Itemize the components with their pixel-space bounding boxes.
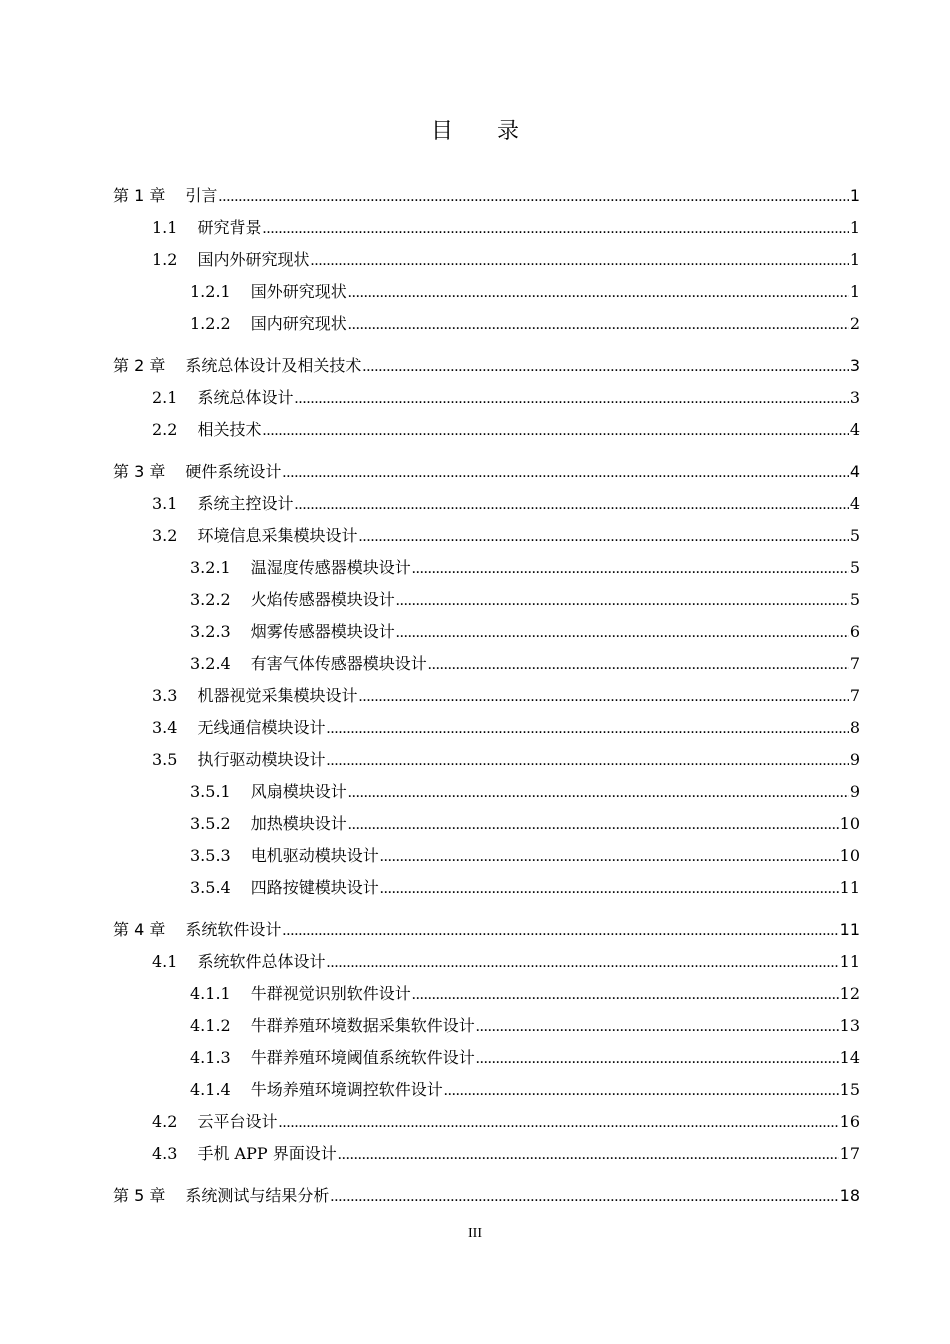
toc-dot-leader xyxy=(380,873,839,905)
toc-entry-number: 4.2 xyxy=(152,1112,178,1131)
toc-entry-page: 3 xyxy=(849,388,860,407)
toc-entry[interactable] xyxy=(113,978,860,1010)
toc-entry[interactable] xyxy=(113,1180,860,1212)
toc-entry-title: 温湿度传感器模块设计 xyxy=(250,558,411,577)
toc-entry-page: 5 xyxy=(849,590,860,609)
toc-entry-number: 第 1 章 xyxy=(113,186,166,205)
toc-entry[interactable] xyxy=(113,456,860,488)
toc-entry-title: 国内外研究现状 xyxy=(197,250,310,269)
toc-entry-page: 8 xyxy=(849,718,860,737)
page-number: III xyxy=(468,1226,482,1241)
toc-dot-leader xyxy=(326,947,838,979)
toc-entry-title: 四路按键模块设计 xyxy=(250,878,379,897)
toc-dot-leader xyxy=(282,915,838,947)
toc-entry-title: 系统软件总体设计 xyxy=(197,952,326,971)
toc-entry[interactable] xyxy=(113,276,860,308)
toc-entry-page: 1 xyxy=(849,218,860,237)
toc-entry[interactable] xyxy=(113,946,860,978)
toc-dot-leader xyxy=(396,617,849,649)
toc-entry-page: 10 xyxy=(839,846,860,865)
toc-entry-number: 3.2.4 xyxy=(190,654,231,673)
toc-dot-leader xyxy=(412,979,839,1011)
toc-entry-title: 系统软件设计 xyxy=(185,920,282,939)
toc-dot-leader xyxy=(348,309,849,341)
toc-dot-leader xyxy=(396,585,849,617)
toc-entry-title: 烟雾传感器模块设计 xyxy=(250,622,395,641)
toc-entry-page: 3 xyxy=(849,356,860,375)
toc-entry-page: 9 xyxy=(849,750,860,769)
toc-entry[interactable] xyxy=(113,1074,860,1106)
toc-entry-number: 1.1 xyxy=(152,218,178,237)
toc-entry-page: 6 xyxy=(849,622,860,641)
toc-dot-leader xyxy=(348,277,849,309)
toc-entry-title: 牛群养殖环境阈值系统软件设计 xyxy=(250,1048,475,1067)
toc-entry-page: 9 xyxy=(849,782,860,801)
toc-entry-number: 1.2.1 xyxy=(190,282,231,301)
toc-entry-number: 第 5 章 xyxy=(113,1186,166,1205)
toc-entry-number: 2.2 xyxy=(152,420,178,439)
toc-dot-leader xyxy=(262,213,848,245)
toc-entry-page: 12 xyxy=(839,984,860,1003)
toc-entry-title: 系统主控设计 xyxy=(197,494,294,513)
toc-entry-page: 11 xyxy=(839,952,860,971)
toc-entry-number: 1.2 xyxy=(152,250,178,269)
toc-entry-number: 3.2.2 xyxy=(190,590,231,609)
page-title: 目 录 xyxy=(430,119,519,144)
toc-entry-number: 3.4 xyxy=(152,718,178,737)
toc-entry[interactable] xyxy=(113,616,860,648)
toc-dot-leader xyxy=(282,457,848,489)
toc-entry-page: 1 xyxy=(849,186,860,205)
toc-entry-page: 11 xyxy=(839,878,860,897)
toc-entry-title: 机器视觉采集模块设计 xyxy=(197,686,358,705)
toc-entry-title: 环境信息采集模块设计 xyxy=(197,526,358,545)
toc-entry-page: 10 xyxy=(839,814,860,833)
toc-entry[interactable] xyxy=(113,488,860,520)
toc-entry-number: 4.1.2 xyxy=(190,1016,231,1035)
toc-entry-page: 13 xyxy=(839,1016,860,1035)
toc-entry-title: 硬件系统设计 xyxy=(185,462,282,481)
toc-entry[interactable] xyxy=(113,1042,860,1074)
toc-entry-title: 国内研究现状 xyxy=(250,314,347,333)
toc-entry-number: 2.1 xyxy=(152,388,178,407)
toc-entry-number: 4.1.4 xyxy=(190,1080,231,1099)
toc-entry-number: 4.3 xyxy=(152,1144,178,1163)
toc-dot-leader xyxy=(412,553,849,585)
toc-entry-number: 3.5 xyxy=(152,750,178,769)
table-of-contents xyxy=(113,180,860,1212)
toc-entry[interactable] xyxy=(113,680,860,712)
toc-entry-number: 4.1 xyxy=(152,952,178,971)
toc-entry-page: 11 xyxy=(839,920,860,939)
toc-dot-leader xyxy=(310,245,848,277)
toc-entry[interactable] xyxy=(113,776,860,808)
toc-entry-number: 3.5.3 xyxy=(190,846,231,865)
toc-dot-leader xyxy=(326,745,848,777)
toc-entry-page: 18 xyxy=(839,1186,860,1205)
toc-dot-leader xyxy=(358,681,848,713)
toc-entry[interactable] xyxy=(113,808,860,840)
toc-entry-title: 国外研究现状 xyxy=(250,282,347,301)
toc-entry[interactable] xyxy=(113,244,860,276)
toc-entry[interactable] xyxy=(113,648,860,680)
toc-entry-page: 4 xyxy=(849,420,860,439)
toc-dot-leader xyxy=(278,1107,838,1139)
toc-entry-page: 1 xyxy=(849,282,860,301)
toc-dot-leader xyxy=(476,1011,839,1043)
toc-entry-title: 研究背景 xyxy=(197,218,262,237)
toc-dot-leader xyxy=(362,351,848,383)
toc-entry[interactable] xyxy=(113,212,860,244)
toc-entry-number: 3.2.3 xyxy=(190,622,231,641)
toc-dot-leader xyxy=(218,181,848,213)
toc-entry-number: 第 4 章 xyxy=(113,920,166,939)
toc-entry-title: 引言 xyxy=(185,186,218,205)
toc-entry-page: 16 xyxy=(839,1112,860,1131)
toc-entry-title: 无线通信模块设计 xyxy=(197,718,326,737)
toc-entry-number: 3.5.2 xyxy=(190,814,231,833)
toc-entry[interactable] xyxy=(113,840,860,872)
toc-entry-title: 系统总体设计 xyxy=(197,388,294,407)
toc-entry-title: 电机驱动模块设计 xyxy=(250,846,379,865)
toc-entry[interactable] xyxy=(113,872,860,904)
toc-entry-page: 14 xyxy=(839,1048,860,1067)
toc-entry-page: 2 xyxy=(849,314,860,333)
toc-dot-leader xyxy=(294,383,848,415)
toc-entry-number: 3.1 xyxy=(152,494,178,513)
toc-entry-number: 3.5.1 xyxy=(190,782,231,801)
toc-entry-title: 系统总体设计及相关技术 xyxy=(185,356,362,375)
toc-entry-title: 牛场养殖环境调控软件设计 xyxy=(250,1080,443,1099)
toc-entry[interactable] xyxy=(113,308,860,340)
toc-entry-title: 牛群养殖环境数据采集软件设计 xyxy=(250,1016,475,1035)
toc-entry[interactable] xyxy=(113,552,860,584)
toc-entry-page: 15 xyxy=(839,1080,860,1099)
toc-dot-leader xyxy=(294,489,848,521)
toc-dot-leader xyxy=(476,1043,839,1075)
toc-entry-page: 4 xyxy=(849,462,860,481)
toc-dot-leader xyxy=(348,809,839,841)
toc-entry-title: 云平台设计 xyxy=(197,1112,278,1131)
toc-entry-title: 牛群视觉识别软件设计 xyxy=(250,984,411,1003)
toc-entry[interactable] xyxy=(113,350,860,382)
toc-entry-number: 3.5.4 xyxy=(190,878,231,897)
toc-entry[interactable] xyxy=(113,180,860,212)
toc-dot-leader xyxy=(330,1181,838,1213)
toc-entry-title: 系统测试与结果分析 xyxy=(185,1186,330,1205)
toc-dot-leader xyxy=(338,1139,839,1171)
toc-entry-number: 第 2 章 xyxy=(113,356,166,375)
toc-entry[interactable] xyxy=(113,382,860,414)
toc-entry-number: 3.2 xyxy=(152,526,178,545)
toc-entry[interactable] xyxy=(113,520,860,552)
toc-entry-number: 3.3 xyxy=(152,686,178,705)
toc-entry[interactable] xyxy=(113,1138,860,1170)
toc-entry-title: 火焰传感器模块设计 xyxy=(250,590,395,609)
toc-dot-leader xyxy=(326,713,848,745)
toc-entry-page: 7 xyxy=(849,686,860,705)
toc-entry-number: 4.1.3 xyxy=(190,1048,231,1067)
toc-entry[interactable] xyxy=(113,914,860,946)
toc-entry-number: 第 3 章 xyxy=(113,462,166,481)
toc-entry-title: 加热模块设计 xyxy=(250,814,347,833)
toc-entry[interactable] xyxy=(113,414,860,446)
toc-entry-page: 5 xyxy=(849,526,860,545)
toc-entry[interactable] xyxy=(113,1106,860,1138)
toc-entry-number: 1.2.2 xyxy=(190,314,231,333)
toc-entry-title: 手机 APP 界面设计 xyxy=(197,1144,337,1163)
toc-entry[interactable] xyxy=(113,1010,860,1042)
toc-entry-title: 有害气体传感器模块设计 xyxy=(250,654,427,673)
toc-entry-number: 4.1.1 xyxy=(190,984,231,1003)
toc-dot-leader xyxy=(444,1075,839,1107)
toc-dot-leader xyxy=(380,841,839,873)
toc-entry-page: 5 xyxy=(849,558,860,577)
toc-dot-leader xyxy=(358,521,848,553)
toc-dot-leader xyxy=(428,649,849,681)
toc-entry-page: 17 xyxy=(839,1144,860,1163)
toc-entry-page: 4 xyxy=(849,494,860,513)
toc-entry[interactable] xyxy=(113,584,860,616)
toc-entry-title: 相关技术 xyxy=(197,420,262,439)
toc-entry-number: 3.2.1 xyxy=(190,558,231,577)
toc-dot-leader xyxy=(262,415,848,447)
toc-entry-page: 1 xyxy=(849,250,860,269)
toc-entry-page: 7 xyxy=(849,654,860,673)
toc-entry[interactable] xyxy=(113,712,860,744)
toc-entry-title: 风扇模块设计 xyxy=(250,782,347,801)
toc-dot-leader xyxy=(348,777,849,809)
toc-entry[interactable] xyxy=(113,744,860,776)
toc-entry-title: 执行驱动模块设计 xyxy=(197,750,326,769)
